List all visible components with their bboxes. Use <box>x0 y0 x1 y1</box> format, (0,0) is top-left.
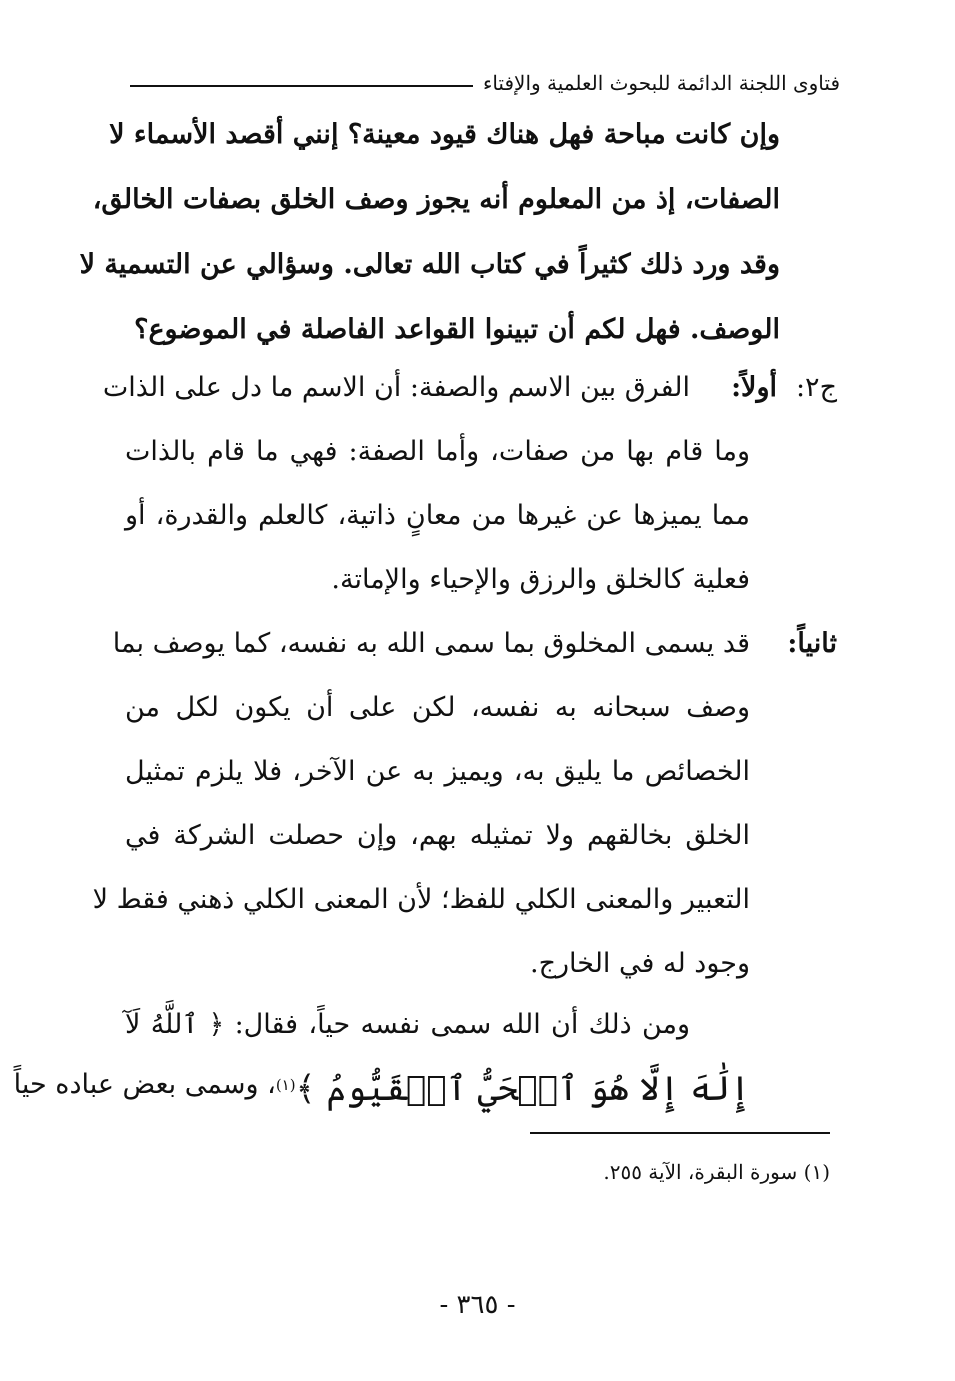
running-header <box>130 55 840 95</box>
footnote-reference: (١) <box>275 1076 296 1094</box>
answer-label: ج٢: <box>795 372 837 403</box>
answer-line: التعبير والمعنى الكلي للفظ؛ لأن المعنى الكلي ذهني فقط لا <box>92 884 750 915</box>
page-number: - ٣٦٥ - <box>439 1290 516 1320</box>
answer-line: وصف سبحانه به نفسه، لكن على أن يكون لكل من <box>125 692 750 723</box>
question-line: وإن كانت مباحة فهل هناك قيود معينة؟ إنني أقصد الأسماء لا <box>109 119 780 150</box>
question-line: الصفات، إذ من المعلوم أنه يجوز وصف الخلق بصفات الخالق، <box>92 184 780 215</box>
answer-line: فعلية كالخلق والرزق والإحياء والإماتة. <box>331 564 750 595</box>
footnote: (١) سورة البقرة، الآية ٢٥٥. <box>603 1160 830 1184</box>
footnote-divider <box>530 1132 830 1134</box>
answer-line: الخصائص ما يليق به، ويميز به عن الآخر، فلا يلزم تمثيل <box>125 756 750 787</box>
answer-line: وما قام بها من صفات، وأما الصفة: فهي ما قام بالذات <box>125 436 750 467</box>
second-label: ثانياً: <box>787 628 837 659</box>
answer-line-with-quran <box>13 1060 750 1110</box>
question-line: وقد ورد ذلك كثيراً في كتاب الله تعالى. وسؤالي عن التسمية لا <box>79 249 780 280</box>
answer-line: ومن ذلك أن الله سمى نفسه حياً، فقال: ﴿ ٱللَّهُ لَآ <box>125 1009 690 1040</box>
header-title: فتاوى اللجنة الدائمة للبحوث العلمية والإفتاء <box>482 71 840 95</box>
answer-line: الخلق بخالقهم ولا تمثيله بهم، وإن حصلت الشركة في <box>125 820 750 851</box>
first-label: أولاً: <box>731 372 777 403</box>
answer-line: وجود له في الخارج. <box>530 948 750 979</box>
answer-line: قد يسمى المخلوق بما سمى الله به نفسه، كما يوصف بما <box>112 628 750 659</box>
answer-line: مما يميزها عن غيرها من معانٍ ذاتية، كالعلم والقدرة، أو <box>125 500 750 531</box>
header-rule <box>130 85 473 87</box>
answer-line-rest: ، وسمى بعض عباده حياً <box>13 1069 276 1100</box>
answer-line: الفرق بين الاسم والصفة: أن الاسم ما دل على الذات <box>102 372 690 403</box>
quran-quote: إِلَٰهَ إِلَّا هُوَ ٱلۡحَيُّ ٱلۡقَيُّومُ ﴾ <box>295 1069 750 1109</box>
question-line: الوصف. فهل لكم أن تبينوا القواعد الفاصلة في الموضوع؟ <box>134 314 780 345</box>
